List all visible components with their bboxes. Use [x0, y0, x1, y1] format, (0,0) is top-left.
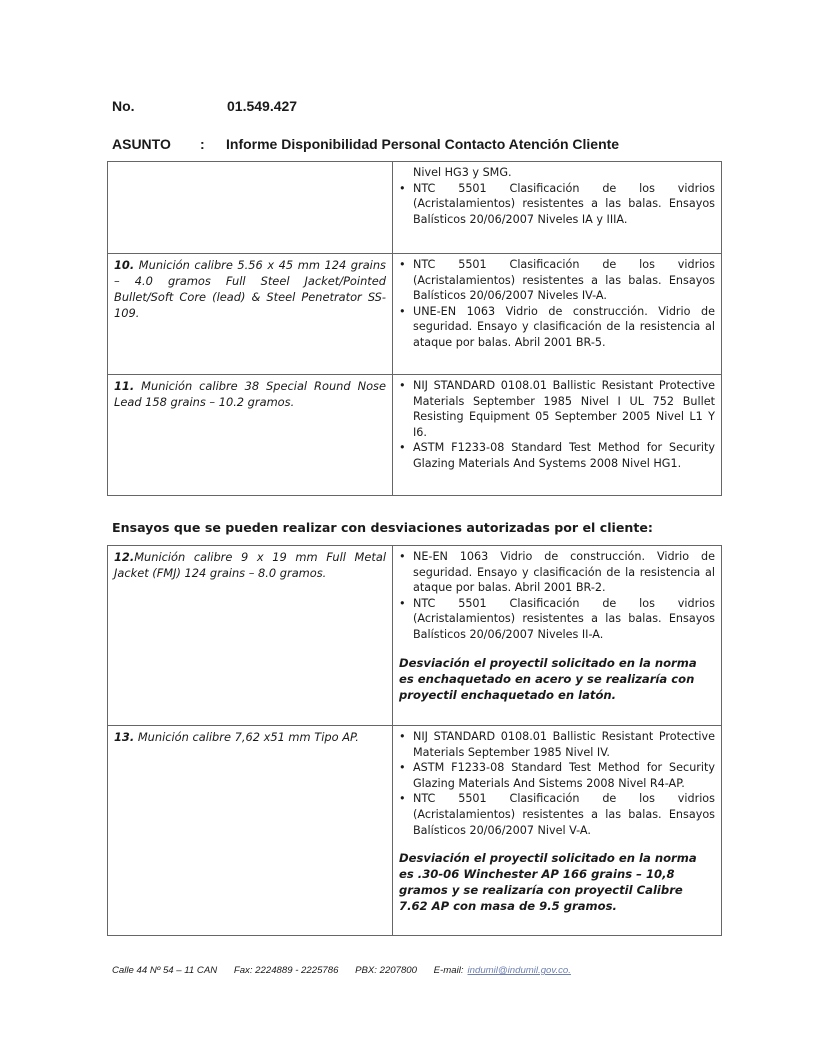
- standards-list: [399, 257, 715, 351]
- ammunition-description: Munición calibre 9 x 19 mm Full Metal Jacket (FMJ) 124 grains – 8.0 gramos.: [114, 550, 386, 580]
- footer-address: Calle 44 Nº 54 – 11 CAN: [112, 965, 218, 976]
- ammunition-cell: [108, 254, 393, 375]
- table-row: [108, 254, 722, 375]
- list-item: • NTC 5501 Clasificación de los vidrios (Acristalamientos) resistentes a las balas. Ensayos Balísticos 20/06/2007 Niveles IA y IIIA.: [413, 181, 715, 228]
- list-item: • ASTM F1233-08 Standard Test Method for Security Glazing Materials And Systems 2008 Nivel HG1.: [413, 440, 715, 471]
- continued-text: Nivel HG3 y SMG.: [413, 166, 512, 179]
- footer-pbx: PBX: 2207800: [355, 965, 417, 976]
- subject-label: ASUNTO: [112, 136, 171, 152]
- footer-fax: Fax: 2224889 - 2225786: [233, 965, 339, 976]
- ammunition-cell: [108, 375, 393, 496]
- ammunition-description: Munición calibre 5.56 x 45 mm 124 grains – 4.0 gramos Full Steel Jacket/Pointed Bullet/Soft Core (lead) & Steel Penetrator SS-109.: [114, 258, 386, 320]
- standards-table: [107, 161, 722, 496]
- ammunition-cell: [108, 162, 393, 254]
- list-item: • UNE-EN 1063 Vidrio de construcción. Vidrio de seguridad. Ensayo y clasificación de la resistencia al ataque por balas. Abril 2001 BR-5.: [413, 304, 715, 351]
- deviation-table: [107, 545, 722, 936]
- document-number-value: 01.549.427: [227, 98, 298, 114]
- ammunition-description: Munición calibre 38 Special Round Nose Lead 158 grains – 10.2 gramos.: [114, 379, 386, 409]
- table-row: [108, 726, 722, 936]
- subject-colon: :: [200, 136, 205, 152]
- standards-list: [399, 378, 715, 472]
- list-item: • ASTM F1233-08 Standard Test Method for Security Glazing Materials And Sistems 2008 Nivel R4-AP.: [413, 760, 715, 791]
- table-row: [108, 546, 722, 726]
- ammunition-description: Munición calibre 7,62 x51 mm Tipo AP.: [137, 730, 359, 744]
- deviation-note: Desviación el proyectil solicitado en la norma es enchaquetado en acero y se realizaría con proyectil enchaquetado en latón.: [399, 655, 697, 702]
- item-number: 10.: [114, 258, 135, 272]
- footer-email-label: E-mail:: [433, 965, 464, 976]
- item-number: 11.: [114, 379, 135, 393]
- standards-cell: [393, 375, 722, 496]
- ammunition-cell: [108, 726, 393, 936]
- standards-list: [399, 549, 715, 643]
- list-item: • NTC 5501 Clasificación de los vidrios (Acristalamientos) resistentes a las balas. Ensayos Balísticos 20/06/2007 Niveles II-A.: [413, 596, 715, 643]
- item-number: 13.: [114, 730, 135, 744]
- standards-cell: [393, 254, 722, 375]
- table-row: [108, 375, 722, 496]
- standards-cell: [393, 726, 722, 936]
- standards-list: [399, 181, 715, 228]
- list-item: • NTC 5501 Clasificación de los vidrios (Acristalamientos) resistentes a las balas. Ensayos Balísticos 20/06/2007 Niveles IV-A.: [413, 257, 715, 304]
- list-item: • NIJ STANDARD 0108.01 Ballistic Resistant Protective Materials September 1985 Nivel IV.: [413, 729, 715, 760]
- item-number: 12.: [114, 550, 135, 564]
- list-item: • NE-EN 1063 Vidrio de construcción. Vidrio de seguridad. Ensayo y clasificación de la resistencia al ataque por balas. Abril 2001 BR-2.: [413, 549, 715, 596]
- footer-email-link[interactable]: indumil@indumil.gov.co.: [467, 965, 571, 976]
- table-row: [108, 162, 722, 254]
- subject-value: Informe Disponibilidad Personal Contacto Atención Cliente: [226, 136, 620, 152]
- standards-cell: [393, 162, 722, 254]
- section-title: Ensayos que se pueden realizar con desviaciones autorizadas por el cliente:: [112, 520, 653, 535]
- standards-cell: [393, 546, 722, 726]
- list-item: • NIJ STANDARD 0108.01 Ballistic Resistant Protective Materials September 1985 Nivel I UL 752 Bullet Resisting Equipment 05 September 2005 Nivel L1 Y I6.: [413, 378, 715, 440]
- deviation-note: Desviación el proyectil solicitado en la norma es .30-06 Winchester AP 166 grains – 10,8 gramos y se realizaría con proyectil Calibre 7.62 AP con masa de 9.5 gramos.: [399, 851, 697, 914]
- list-item: • NTC 5501 Clasificación de los vidrios (Acristalamientos) resistentes a las balas. Ensayos Balísticos 20/06/2007 Nivel V-A.: [413, 791, 715, 838]
- footer: [112, 965, 585, 976]
- document-number-label: No.: [112, 98, 135, 114]
- standards-list: [399, 729, 715, 838]
- ammunition-cell: [108, 546, 393, 726]
